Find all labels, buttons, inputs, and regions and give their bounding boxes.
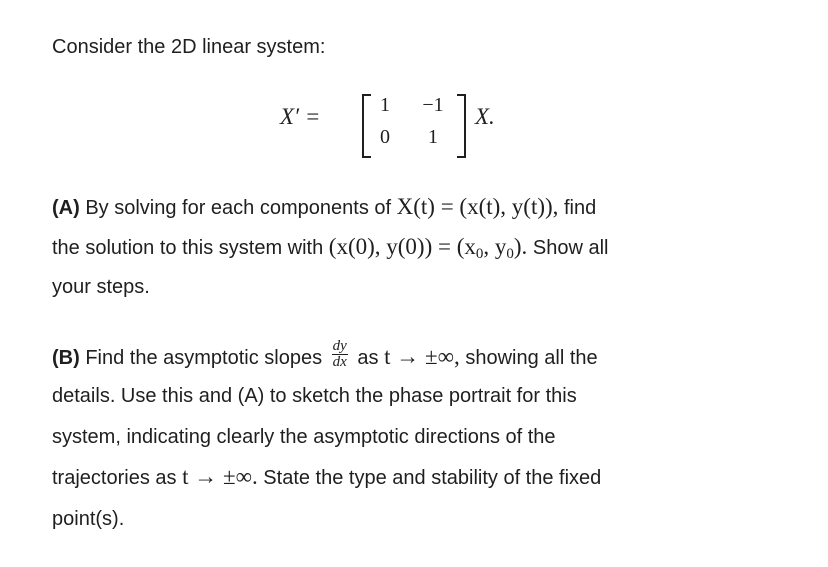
part-b-math-1: t → ±∞,	[384, 343, 460, 369]
part-b-line-4	[52, 465, 601, 490]
part-a-line-3: your steps.	[52, 276, 150, 298]
part-a-line-1	[52, 195, 596, 220]
equation-lhs: X′ =	[280, 104, 321, 129]
part-a-sub-0: 0	[475, 246, 484, 262]
part-a-math-1: X(t) = (x(t), y(t)),	[396, 194, 559, 219]
part-a-label: (A)	[52, 197, 80, 219]
part-a-text-1: By solving for each components of	[85, 197, 392, 219]
fraction-denominator: dx	[332, 354, 347, 370]
part-a-text-2: the solution to this system with	[52, 237, 324, 259]
part-b-text-1: Find the asymptotic slopes	[85, 346, 323, 369]
intro-text: Consider the 2D linear system:	[52, 36, 326, 58]
part-a-math-2a: (x(0), y(0)) = (x	[328, 234, 476, 259]
dy-dx-fraction	[332, 339, 348, 370]
part-b-line-3: system, indicating clearly the asymptotic directions of the	[52, 426, 556, 448]
part-a-math-2	[328, 234, 528, 262]
matrix-cell-21: 0	[380, 126, 390, 148]
part-b-text-4: trajectories as	[52, 467, 177, 489]
part-a-math-2c: ).	[513, 234, 528, 259]
part-b-text-as: as	[357, 346, 379, 369]
part-a-sub-1: 0	[506, 246, 514, 262]
matrix-cell-12: −1	[422, 94, 444, 116]
part-b-line-1	[52, 338, 598, 374]
part-b-line-2: details. Use this and (A) to sketch the phase portrait for this	[52, 385, 577, 407]
part-b-text-4b: State the type and stability of the fixed	[263, 467, 602, 489]
part-a-line-2	[52, 235, 608, 262]
part-b-line-5: point(s).	[52, 508, 125, 530]
part-a-text-2b: Show all	[532, 237, 609, 259]
part-b-math-4: t → ±∞.	[182, 464, 258, 489]
equation-rhs: X.	[475, 104, 495, 129]
right-bracket	[457, 94, 466, 158]
part-b-label: (B)	[52, 346, 80, 369]
fraction-numerator: dy	[332, 338, 347, 354]
matrix-cell-22: 1	[428, 126, 438, 148]
part-a-text-1b: find	[563, 197, 597, 219]
matrix-cell-11: 1	[380, 94, 390, 116]
part-a-math-2b: , y	[483, 234, 507, 259]
part-b-text-1b: showing all the	[465, 346, 598, 369]
